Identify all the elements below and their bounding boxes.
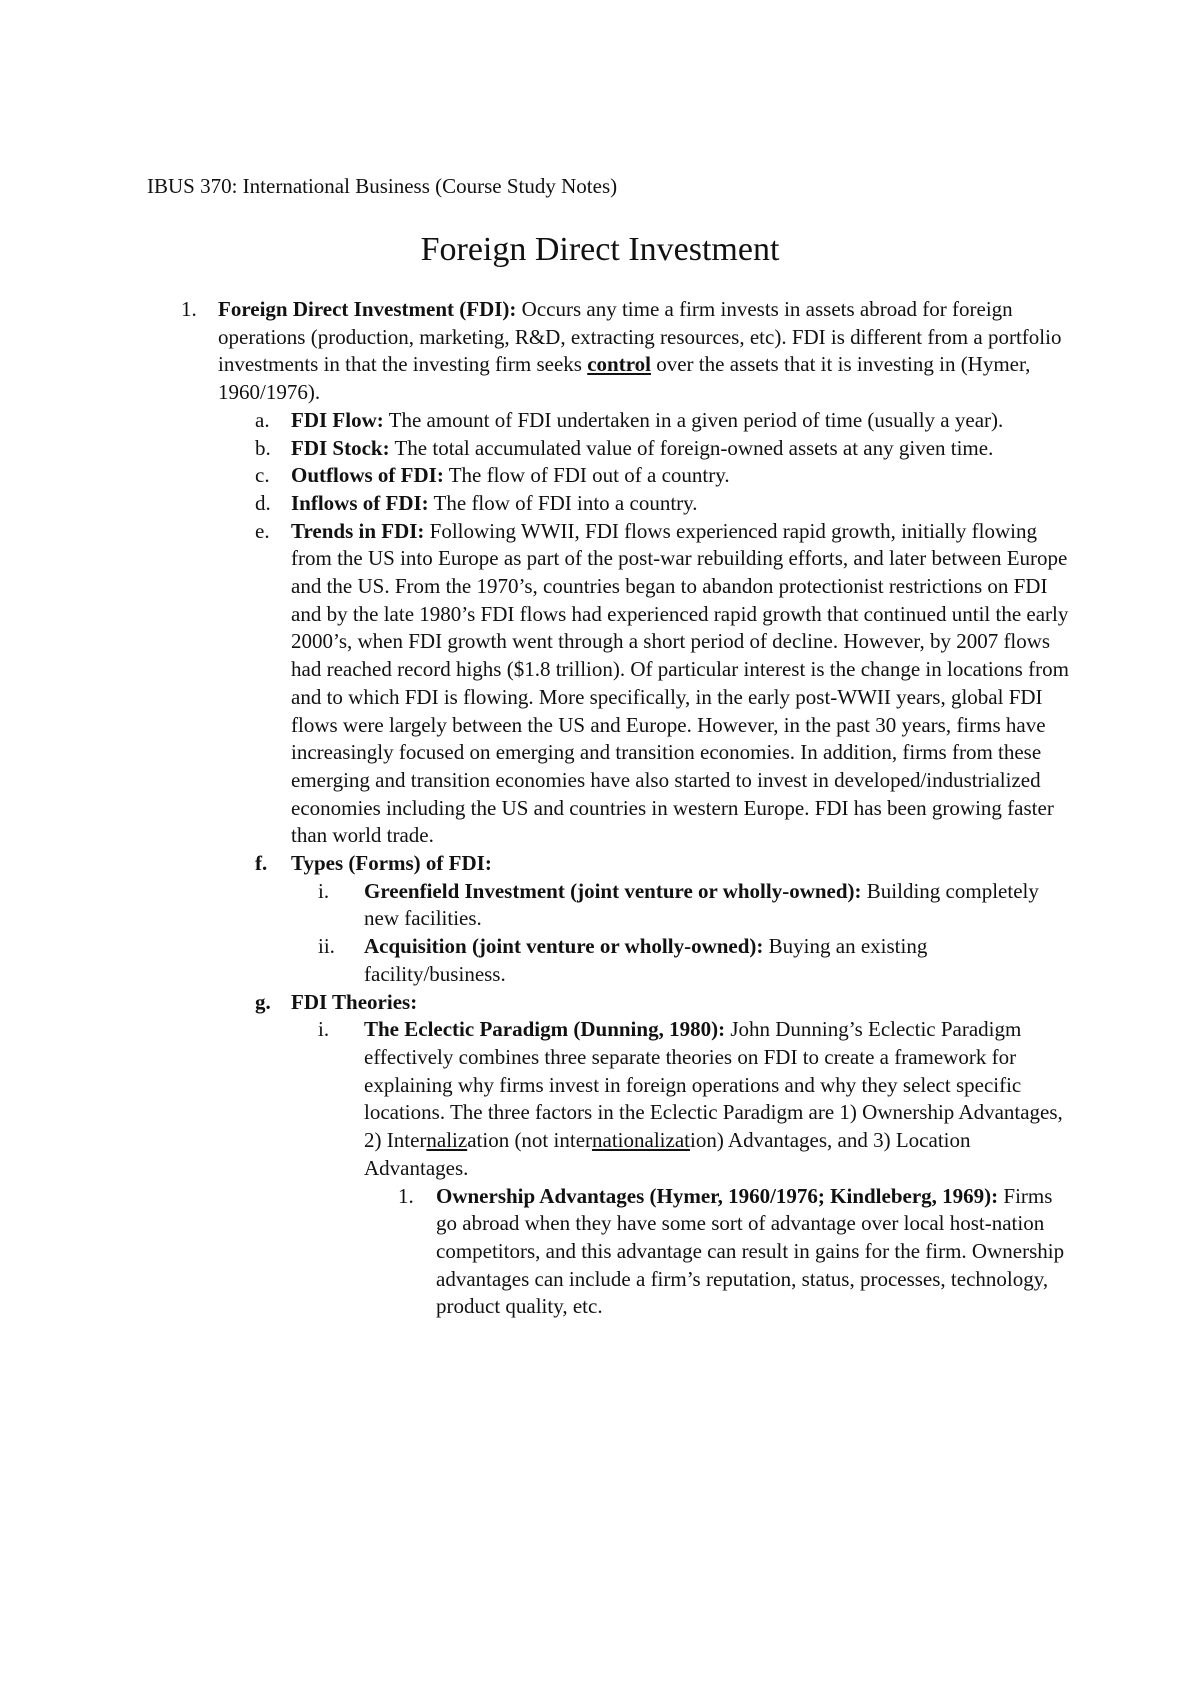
definition-text: John Dunning’s Eclectic Paradigm effectively combines three separate theories on FDI to create a framework for explaining why firms invest in foreign operations and why they select specific locations. The three factors in the Eclectic Paradigm are 1) Ownership Advantages, 2) Inter bbox=[364, 1017, 1063, 1153]
definition-text: Building completely new facilities. bbox=[364, 878, 1039, 931]
term-label: Inflows of FDI: bbox=[291, 490, 429, 515]
underlined-fragment: naliz bbox=[426, 1128, 468, 1153]
list-item-text bbox=[364, 878, 1064, 933]
course-heading: IBUS 370: International Business (Course Study Notes) bbox=[147, 174, 618, 198]
list-item-outflows bbox=[0, 462, 1200, 490]
term-label: The Eclectic Paradigm (Dunning, 1980): bbox=[364, 1017, 726, 1042]
list-item-theories bbox=[0, 989, 1200, 1017]
list-item-trends bbox=[0, 518, 1200, 850]
list-marker: e. bbox=[255, 518, 270, 543]
definition-text: The total accumulated value of foreign-owned assets at any given time. bbox=[389, 435, 994, 460]
list-item-acquisition bbox=[0, 933, 1200, 988]
list-item-text bbox=[291, 490, 1071, 518]
term-label: FDI Stock: bbox=[291, 435, 390, 460]
term-label: FDI Flow: bbox=[291, 407, 384, 432]
list-item-text bbox=[364, 933, 1064, 988]
list-marker: i. bbox=[318, 878, 330, 903]
list-marker: 1. bbox=[398, 1183, 414, 1208]
page-title: Foreign Direct Investment bbox=[420, 231, 780, 268]
list-marker: i. bbox=[318, 1017, 330, 1042]
term-label: Types (Forms) of FDI: bbox=[291, 851, 492, 876]
term-label: Acquisition (joint venture or wholly-owned): bbox=[364, 934, 764, 959]
definition-text: ion) Advantages, and 3) Location Advantages. bbox=[364, 1128, 971, 1180]
list-marker: f. bbox=[255, 851, 268, 876]
definition-text: Buying an existing facility/business. bbox=[364, 934, 928, 986]
term-label: Trends in FDI: bbox=[291, 518, 425, 543]
list-item-text bbox=[291, 989, 1071, 1017]
list-marker: c. bbox=[255, 463, 270, 488]
definition-text: Following WWII, FDI flows experienced rapid growth, initially flowing from the US into Europe as part of the post-war rebuilding efforts, and later between Europe and the US. From the 1970’s, countries began to abandon protectionist restrictions on FDI and by the late 1980’s FDI flows had experienced rapid growth that continued until the early 2000’s, when FDI growth went through a short period of decline. However, by 2007 flows had reached record highs ($1.8 trillion). Of particular interest is the change in locations from and to which FDI is flowing. More specifically, in the early post-WWII years, global FDI flows were largely between the US and Europe. However, in the past 30 years, firms have increasingly focused on emerging and transition economies. In addition, firms from these emerging and transition economies have also started to invest in developed/industrialized economies including the US and countries in western Europe. FDI has been growing faster than world trade. bbox=[291, 518, 1069, 848]
list-item-text bbox=[291, 435, 1071, 463]
list-marker: g. bbox=[255, 989, 271, 1014]
list-item-eclectic-paradigm bbox=[0, 1016, 1200, 1182]
list-item-text bbox=[291, 462, 1071, 490]
list-marker: a. bbox=[255, 407, 270, 432]
definition-text: Occurs any time a firm invests in assets abroad for foreign operations (production, marketing, R&D, extracting resources, etc). FDI is different from a portfolio investments in that the investing firm seeks bbox=[218, 297, 1062, 377]
list-item-fdi-flow bbox=[0, 407, 1200, 435]
list-item-inflows bbox=[0, 490, 1200, 518]
list-marker: ii. bbox=[318, 934, 335, 959]
list-item-text bbox=[291, 518, 1071, 850]
term-label: FDI Theories: bbox=[291, 989, 418, 1014]
list-item-text bbox=[291, 850, 1071, 878]
list-item-ownership-advantages bbox=[0, 1183, 1200, 1322]
list-marker: d. bbox=[255, 490, 271, 515]
definition-text: Firms go abroad when they have some sort of advantage over local host-nation competitors, and this advantage can result in gains for the firm. Ownership advantages can include a firm’s reputation, status, processes, technology, product quality, etc. bbox=[436, 1183, 1065, 1319]
term-label: Outflows of FDI: bbox=[291, 463, 444, 488]
term-label: Greenfield Investment (joint venture or wholly-owned): bbox=[364, 878, 862, 903]
list-marker: 1. bbox=[181, 297, 197, 321]
definition-text: The flow of FDI out of a country. bbox=[443, 463, 730, 488]
term-label: Ownership Advantages (Hymer, 1960/1976; Kindleberg, 1969): bbox=[436, 1183, 999, 1208]
list-item-types bbox=[0, 850, 1200, 878]
notes-outline bbox=[0, 296, 1200, 1321]
list-item-text bbox=[436, 1183, 1076, 1322]
list-item-text bbox=[218, 296, 1068, 407]
list-item-fdi-definition bbox=[0, 296, 1200, 407]
emphasized-word: control bbox=[587, 352, 651, 377]
list-item-greenfield bbox=[0, 878, 1200, 933]
definition-text: The flow of FDI into a country. bbox=[428, 490, 698, 515]
list-item-text bbox=[364, 1016, 1064, 1182]
list-item-text bbox=[291, 407, 1071, 435]
definition-text: The amount of FDI undertaken in a given period of time (usually a year). bbox=[383, 407, 1004, 432]
definition-text: ation (not inter bbox=[467, 1128, 593, 1153]
underlined-fragment: nationalizat bbox=[592, 1128, 690, 1153]
list-marker: b. bbox=[255, 435, 271, 460]
definition-text: over the assets that it is investing in (Hymer, 1960/1976). bbox=[218, 352, 1031, 405]
term-label: Foreign Direct Investment (FDI): bbox=[218, 297, 517, 321]
list-item-fdi-stock bbox=[0, 435, 1200, 463]
